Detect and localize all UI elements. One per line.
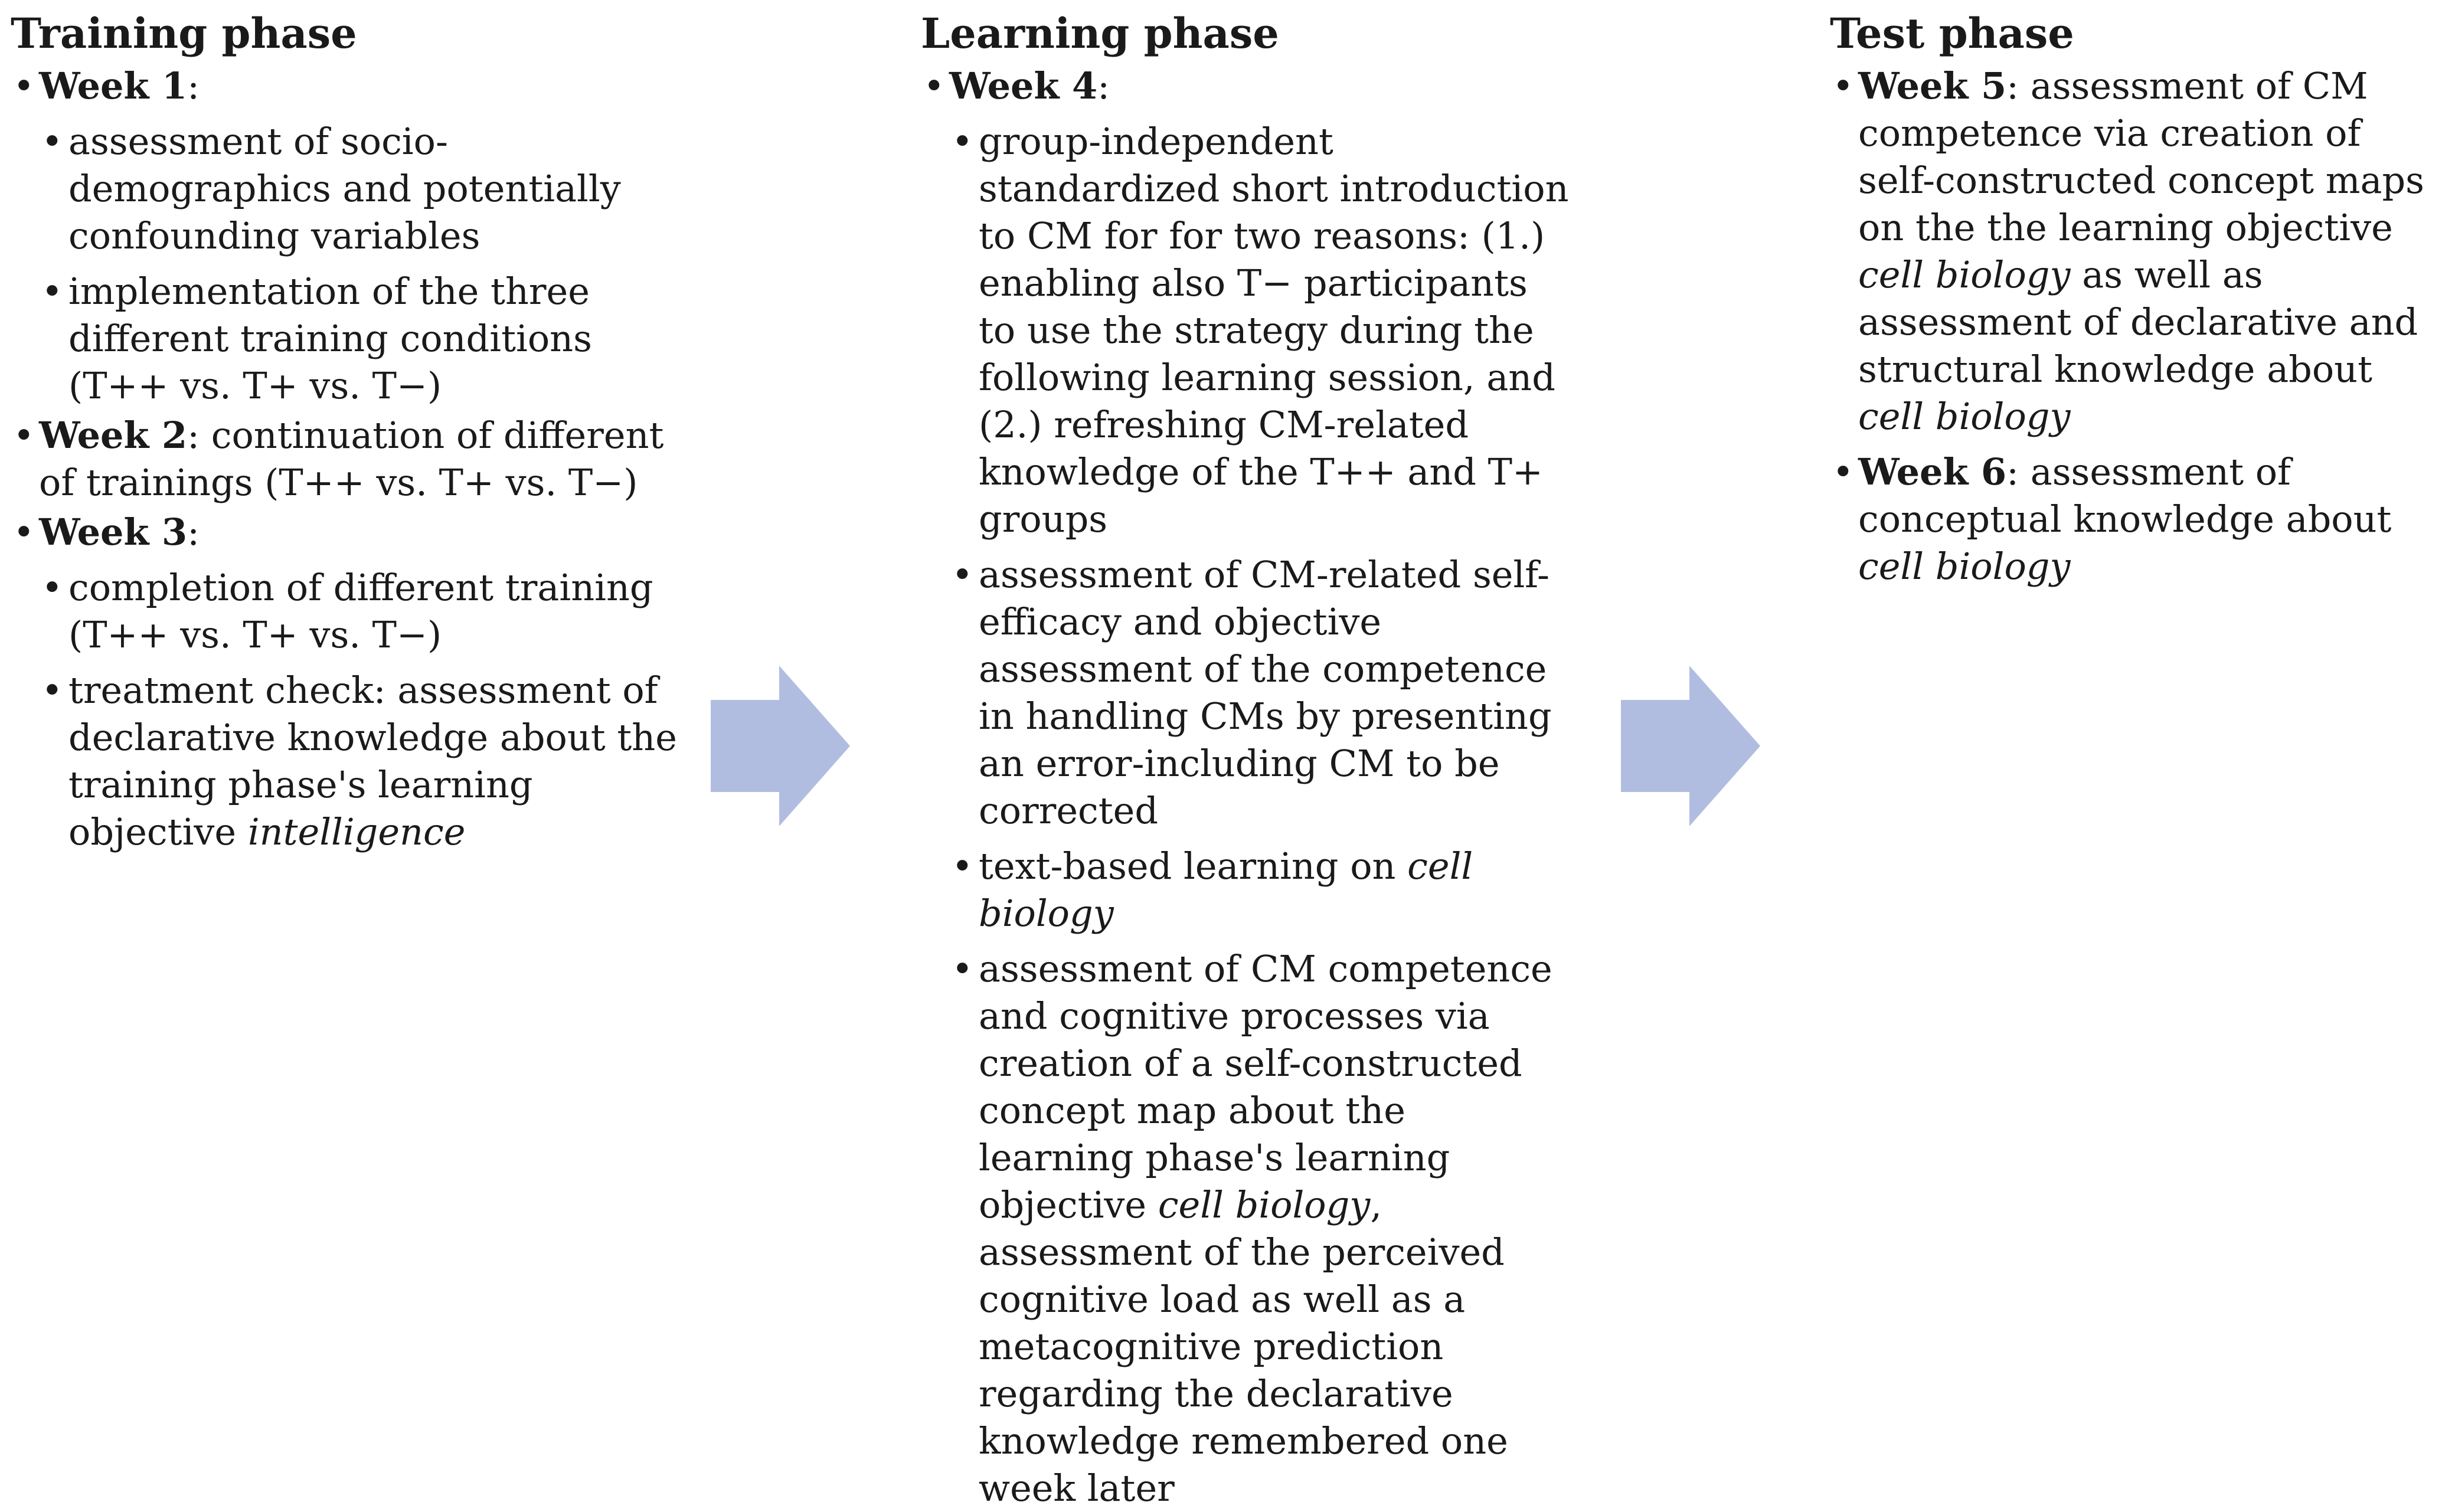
week-5-label: Week 5 <box>1858 64 2007 107</box>
arrow-right-icon <box>711 666 850 826</box>
week-5-italic-a: cell biology <box>1858 253 2071 296</box>
week-4-subitem-4-italic: cell biology <box>1158 1183 1371 1226</box>
week-1-subitem-2: • implementation of the three different training conditions (T++ vs. T+ vs. T−) <box>11 268 689 410</box>
week-2-label: Week 2 <box>39 414 188 457</box>
learning-phase-column <box>921 0 1570 1512</box>
week-3-subitem-2-italic: intelligence <box>247 810 466 853</box>
week-3-subitem-2-text: treatment check: assessment of declarative knowledge about the training phase's learning objective <box>68 669 677 853</box>
week-3-item <box>11 509 689 556</box>
week-1-subitem-1: • assessment of socio-demographics and potentially confounding variables <box>11 118 689 260</box>
week-6-text-a: : assessment of conceptual knowledge about <box>1858 450 2392 541</box>
week-5-item <box>1830 63 2438 440</box>
test-phase-title: Test phase <box>1830 9 2074 58</box>
week-4-subitem-3-italic: cell biology <box>979 845 1473 935</box>
arrow-2-shape <box>1621 666 1760 826</box>
week-1-label: Week 1 <box>39 64 188 107</box>
week-4-suffix: : <box>1097 64 1110 107</box>
week-2-text: : continuation of different of trainings (T++ vs. T+ vs. T−) <box>39 414 664 504</box>
arrow-right-icon <box>1621 666 1760 826</box>
week-4-item <box>921 63 1570 110</box>
week-1-item <box>11 63 689 110</box>
week-5-text-b: as well as assessment of declarative and structural knowledge about <box>1858 253 2418 391</box>
week-3-subitem-1: • completion of different training (T++ vs. T+ vs. T−) <box>11 564 689 659</box>
week-4-subitem-4-text-a: assessment of CM competence and cognitive processes via creation of a self-constructed concept map about the learning phase's learning objective <box>979 947 1552 1226</box>
week-5-italic-b: cell biology <box>1858 395 2071 438</box>
learning-phase-title: Learning phase <box>921 9 1279 58</box>
week-2-item <box>11 412 689 506</box>
training-phase-title: Training phase <box>11 9 357 58</box>
week-4-subitem-3-text: text-based learning on <box>979 845 1408 888</box>
week-6-italic-a: cell biology <box>1858 545 2071 588</box>
week-3-subitem-2 <box>11 667 689 856</box>
week-4-subitem-4 <box>921 945 1570 1512</box>
week-6-label: Week 6 <box>1858 450 2007 493</box>
week-6-item <box>1830 449 2438 590</box>
week-3-suffix: : <box>187 510 200 554</box>
week-4-subitem-4-text-b: , assessment of the perceived cognitive load as well as a metacognitive prediction regarding the declarative knowledge remembered one week later <box>979 1183 1508 1510</box>
week-5-text-a: : assessment of CM competence via creation of self-constructed concept maps on the the learning objective <box>1858 64 2425 249</box>
week-4-label: Week 4 <box>949 64 1098 107</box>
week-3-label: Week 3 <box>39 510 188 554</box>
test-phase-column <box>1830 0 2438 590</box>
week-4-subitem-1: • group-independent standardized short introduction to CM for for two reasons: (1.) enabling also T− participants to use the strategy during the following learning session, and (2.) refreshing CM-related knowledge of the T++ and T+ groups <box>921 118 1570 543</box>
week-1-suffix: : <box>187 64 200 107</box>
week-4-subitem-2: • assessment of CM-related self-efficacy and objective assessment of the competence in handling CMs by presenting an error-including CM to be corrected <box>921 551 1570 834</box>
week-4-subitem-3 <box>921 843 1570 937</box>
training-phase-column <box>11 0 689 856</box>
arrow-1-shape <box>711 666 850 826</box>
